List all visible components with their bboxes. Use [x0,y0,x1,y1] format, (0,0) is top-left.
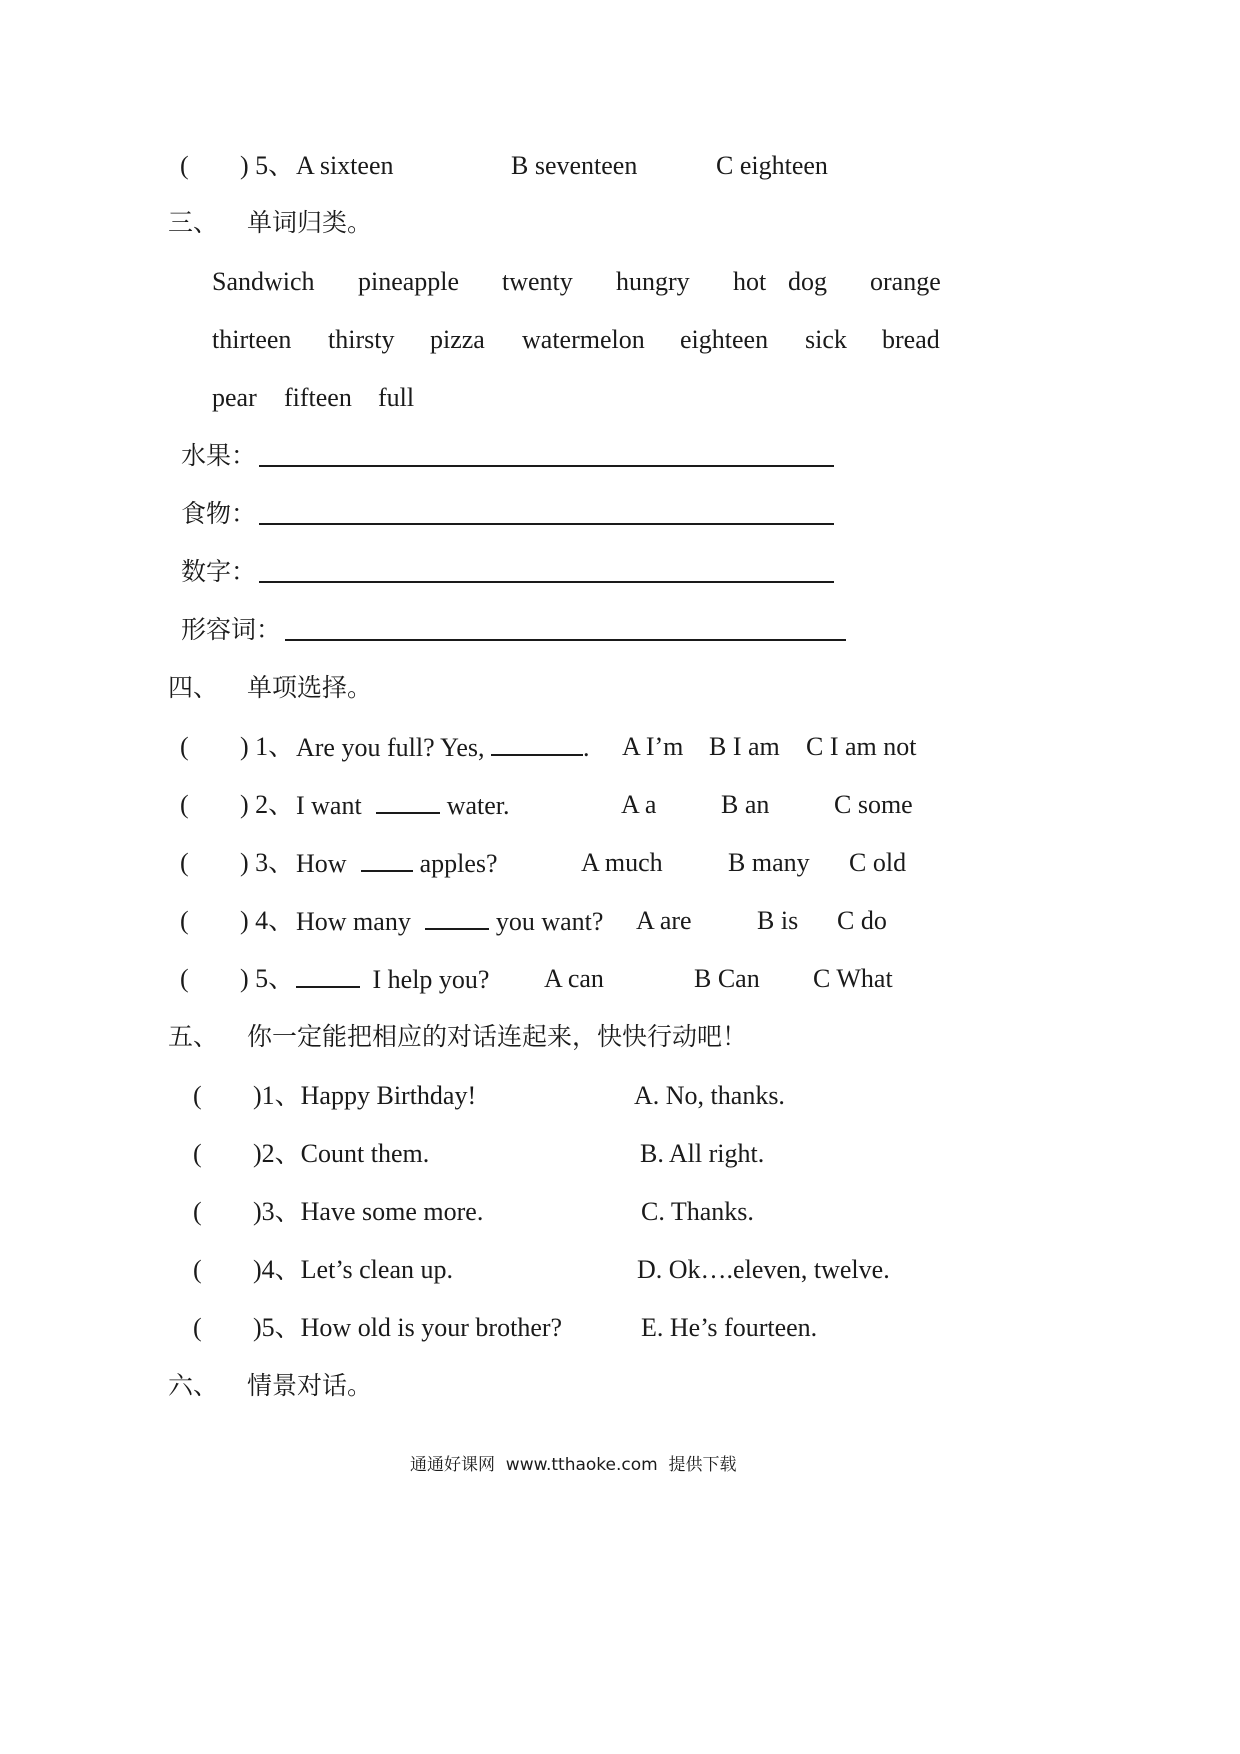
paren-open: ( [180,964,189,993]
category-label-adjective: 形容词： [181,615,282,644]
match-right-item: E. He’s fourteen. [641,1313,818,1342]
option-b: B seventeen [511,151,638,180]
question-text [296,734,590,761]
answer-blank[interactable] [296,966,360,988]
section-title: 单词归类。 [247,208,373,237]
option-a: A sixteen [296,151,394,180]
match-right-item: B. All right. [640,1139,765,1168]
option-c: C I am not [806,732,917,761]
word: fifteen [284,383,352,412]
match-left-item: )2、Count them. [253,1139,430,1168]
paren-open: ( [180,732,189,761]
question-end: water. [440,791,510,820]
question-stem: Are you full? Yes, [296,733,491,762]
section-title: 情景对话。 [247,1371,373,1400]
question-number: ) 3、 [240,848,295,877]
question-number: ) 1、 [240,732,295,761]
section-number: 四、 [168,673,219,702]
paren-open: ( [180,906,189,935]
paren-open: ( [193,1081,202,1110]
match-left-item: )3、Have some more. [253,1197,484,1226]
answer-blank-number[interactable] [259,581,834,583]
category-label-number: 数字： [181,557,257,586]
match-right-item: D. Ok….eleven, twelve. [637,1255,890,1284]
category-label-food: 食物： [181,499,257,528]
word: bread [882,325,940,354]
match-left-item: )4、Let’s clean up. [253,1255,453,1284]
answer-blank-fruit[interactable] [259,465,834,467]
section-number: 三、 [168,208,219,237]
question-number: ) 5、 [240,964,295,993]
word: full [378,383,415,412]
section-title: 你一定能把相应的对话连起来，快快行动吧！ [247,1022,748,1051]
paren-open: ( [180,790,189,819]
answer-blank[interactable] [425,908,489,930]
option-b: B I am [709,732,780,761]
word: orange [870,267,941,296]
category-label-fruit: 水果： [181,441,257,470]
option-a: A a [621,790,657,819]
word: pizza [430,325,485,354]
question-stem: I want [296,791,369,820]
question-text [296,850,498,877]
option-a: A are [636,906,692,935]
answer-blank[interactable] [491,734,583,756]
question-end: I help you? [366,965,490,994]
paren-open: ( [193,1197,202,1226]
answer-blank-food[interactable] [259,523,834,525]
question-end: apples? [413,849,498,878]
option-c: C some [834,790,913,819]
word: hot [733,267,767,296]
section-number: 五、 [168,1022,219,1051]
answer-blank[interactable] [376,792,440,814]
word: Sandwich [212,267,315,296]
question-text [296,908,603,935]
word: twenty [502,267,573,296]
option-c: C do [837,906,887,935]
match-right-item: C. Thanks. [641,1197,754,1226]
paren-open: ( [180,151,189,180]
question-text [296,966,489,993]
answer-blank-adjective[interactable] [285,639,846,641]
word: pear [212,383,257,412]
question-end: . [583,733,590,762]
question-text [296,792,510,819]
option-c: C eighteen [716,151,828,180]
question-end: you want? [489,907,604,936]
word: watermelon [522,325,645,354]
option-a: A can [544,964,604,993]
section-title: 单项选择。 [247,673,373,702]
page-footer: 通通好课网 www.tthaoke.com 提供下载 [410,1455,737,1475]
option-a: A much [581,848,663,877]
option-b: B many [728,848,810,877]
word: sick [805,325,847,354]
word: pineapple [358,267,460,296]
word: thirsty [328,325,395,354]
option-c: C What [813,964,893,993]
question-number: ) 4、 [240,906,295,935]
word: thirteen [212,325,292,354]
match-left-item: )5、How old is your brother? [253,1313,563,1342]
question-stem: How many [296,907,418,936]
question-stem: How [296,849,354,878]
answer-blank[interactable] [361,850,413,872]
option-a: A I’m [622,732,684,761]
paren-open: ( [193,1313,202,1342]
paren-open: ( [193,1139,202,1168]
option-b: B is [757,906,799,935]
question-number: ) 2、 [240,790,295,819]
match-left-item: )1、Happy Birthday! [253,1081,477,1110]
option-b: B Can [694,964,760,993]
word: hungry [616,267,690,296]
section-number: 六、 [168,1371,219,1400]
paren-open: ( [180,848,189,877]
paren-open: ( [193,1255,202,1284]
match-right-item: A. No, thanks. [634,1081,785,1110]
word: dog [788,267,827,296]
question-number: ) 5、 [240,151,295,180]
option-b: B an [721,790,770,819]
word: eighteen [680,325,769,354]
option-c: C old [849,848,907,877]
